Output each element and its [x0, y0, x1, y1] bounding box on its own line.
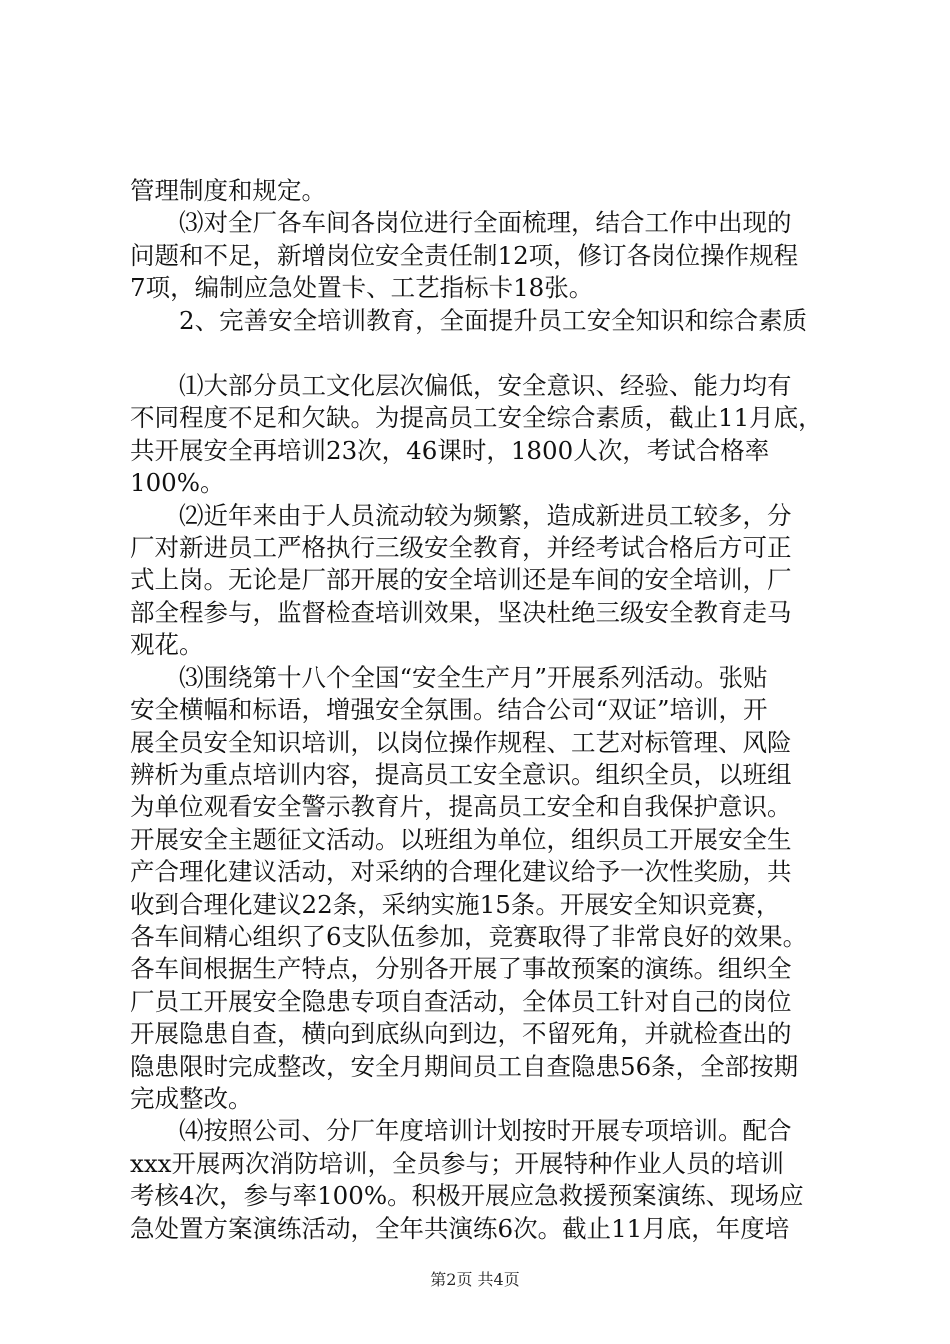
paragraph-continuation: 管理制度和规定。 [130, 176, 326, 205]
page-number-label: 第2页 共4页 [430, 1270, 520, 1289]
document-body [130, 175, 836, 1245]
paragraph-item-2-new-staff: ⑵近年来由于人员流动较为频繁，造成新进员工较多，分 厂对新进员工严格执行三级安全教育，并经考试合格后方可正 式上岗。无论是厂部开展的安全培训还是车间的安全培训，厂 部全程参与，监督检查培训效果，坚决杜绝三级安全教育走马 观花。 [130, 500, 792, 660]
paragraph-item-3-responsibility: ⑶对全厂各车间各岗位进行全面梳理，结合工作中出现的 问题和不足，新增岗位安全责任制12项，修订各岗位操作规程 7项，编制应急处置卡、工艺指标卡18张。 [130, 208, 799, 303]
paragraph-item-3-safety-month: ⑶围绕第十八个全国“安全生产月”开展系列活动。张贴 安全横幅和标语，增强安全氛围。结合公司“双证”培训，开 展全员安全知识培训，以岗位操作规程、工艺对标管理、风险 辨析为重点培训内容，提高员工安全意识。组织全员，以班组 为单位观看安全警示教育片，提高员工安全和自我保护意识。 开展安全主题征文活动。以班组为单位，组织员工开展安全生 产合理化建议活动，对采纳的合理化建议给予一次性奖励，共 收到合理化建议22条，采纳实施15条。开展安全知识竞赛， 各车间精心组织了6支队伍参加，竞赛取得了非常良好的效果。 各车间根据生产特点，分别各开展了事故预案的演练。组织全 厂员工开展安全隐患专项自查活动，全体员工针对自己的岗位 开展隐患自查，横向到底纵向到边，不留死角，并就检查出的 隐患限时完成整改，安全月期间员工自查隐患56条，全部按期 完成整改。 [130, 662, 808, 1113]
blank-line [130, 337, 836, 370]
paragraph-item-4-special-training: ⑷按照公司、分厂年度培训计划按时开展专项培训。配合 xxx开展两次消防培训，全员参与；开展特种作业人员的培训 考核4次，参与率100%。积极开展应急救援预案演练、现场应 急处置方案演练活动，全年共演练6次。截止11月底，年度培 [130, 1116, 804, 1243]
section-heading-training: 2、完善安全培训教育，全面提升员工安全知识和综合素质 [179, 305, 808, 335]
paragraph-item-1-training: ⑴大部分员工文化层次偏低，安全意识、经验、能力均有 不同程度不足和欠缺。为提高员工安全综合素质，截止11月底， 共开展安全再培训23次，46课时，1800人次，考试合格率 100%。 [130, 371, 823, 498]
page-footer [0, 1270, 950, 1290]
